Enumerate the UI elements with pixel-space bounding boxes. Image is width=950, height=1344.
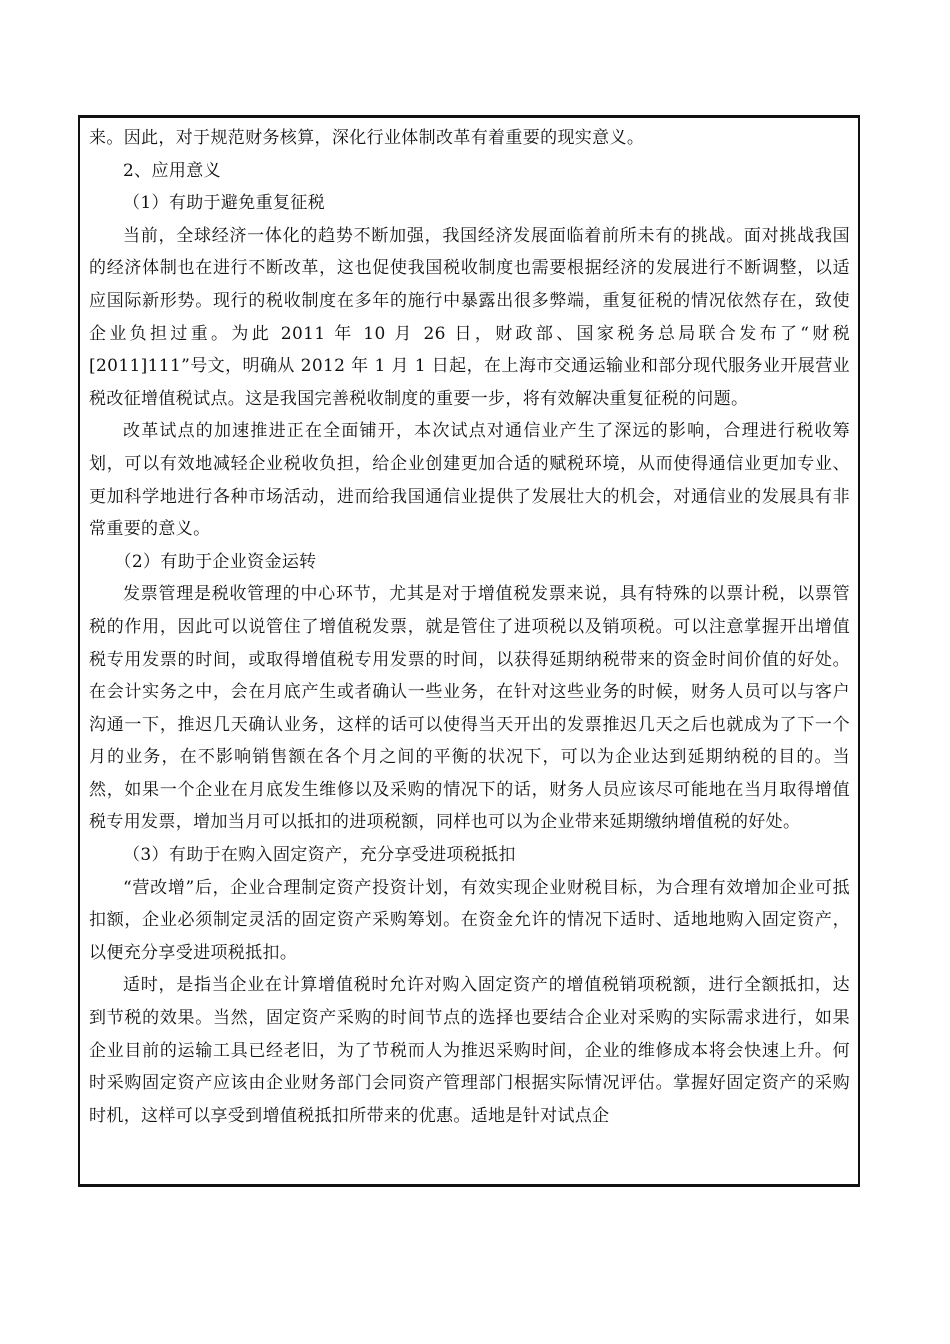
paragraph-timely-purchase: 适时，是指当企业在计算增值税时允许对购入固定资产的增值税销项税额，进行全额抵扣，达到节税的效果。当然，固定资产采购的时间节点的选择也要结合企业对采购的实际需求进行，如果企业目前的运输工具已经老旧，为了节税而人为推迟采购时间，企业的维修成本将会快速上升。何时采购固定资产应该由企业财务部门会同资产管理部门根据实际情况评估。掌握好固定资产的采购时机，这样可以享受到增值税抵扣所带来的优惠。适地是针对试点企 [89,975,850,1126]
paragraph-tax-reform-background: 当前，全球经济一体化的趋势不断加强，我国经济发展面临着前所未有的挑战。面对挑战我国的经济体制也在进行不断改革，这也促使我国税收制度也需要根据经济的发展进行不断调整，以适应国际新形势。现行的税收制度在多年的施行中暴露出很多弊端，重复征税的情况依然存在，致使企业负担过重。为此 2011 年 10 月 26 日，财政部、国家税务总局联合发布了“财税[2011]111”号文，明确从 2012 年 1 月 1 日起，在上海市交通运输业和部分现代服务业开展营业税改征增值税试点。这是我国完善税收制度的重要一步，将有效解决重复征税的问题。 [89,225,850,409]
subheading-avoid-double-taxation: （1）有助于避免重复征税 [123,193,326,214]
document-frame [78,115,860,1187]
section-heading-application-significance: 2、应用意义 [123,160,221,181]
paragraph-reform-pilot-impact: 改革试点的加速推进正在全面铺开，本次试点对通信业产生了深远的影响，合理进行税收筹划，可以有效地减轻企业税收负担，给企业创建更加合适的赋税环境，从而使得通信业更加专业、更加科学地进行各种市场活动，进而给我国通信业提供了发展壮大的机会，对通信业的发展具有非常重要的意义。 [89,421,850,540]
paragraph-invoice-management: 发票管理是税收管理的中心环节，尤其是对于增值税发票来说，具有特殊的以票计税，以票管税的作用，因此可以说管住了增值税发票，就是管住了进项税以及销项税。可以注意掌握开出增值税专用发票的时间，或取得增值税专用发票的时间，以获得延期纳税带来的资金时间价值的好处。在会计实务之中，会在月底产生或者确认一些业务，在针对这些业务的时候，财务人员可以与客户沟通一下，推迟几天确认业务，这样的话可以使得当天开出的发票推迟几天之后也就成为了下一个月的业务，在不影响销售额在各个月之间的平衡的状况下，可以为企业达到延期纳税的目的。当然，如果一个企业在月底发生维修以及采购的情况下的话，财务人员应该尽可能地在当月取得增值税专用发票，增加当月可以抵扣的进项税额，同样也可以为企业带来延期缴纳增值税的好处。 [89,584,850,833]
paragraph-continuation: 来。因此，对于规范财务核算，深化行业体制改革有着重要的现实意义。 [89,128,645,148]
subheading-fixed-asset-deduction: （3）有助于在购入固定资产，充分享受进项税抵扣 [123,845,516,866]
paragraph-asset-investment-plan: “营改增”后，企业合理制定资产投资计划，有效实现企业财税目标，为合理有效增加企业可抵扣额，企业必须制定灵活的固定资产采购筹划。在资金允许的情况下适时、适地地购入固定资产，以便充分享受进项税抵扣。 [89,877,850,963]
subheading-capital-turnover: （2）有助于企业资金运转 [114,551,317,572]
document-body [80,118,858,1132]
